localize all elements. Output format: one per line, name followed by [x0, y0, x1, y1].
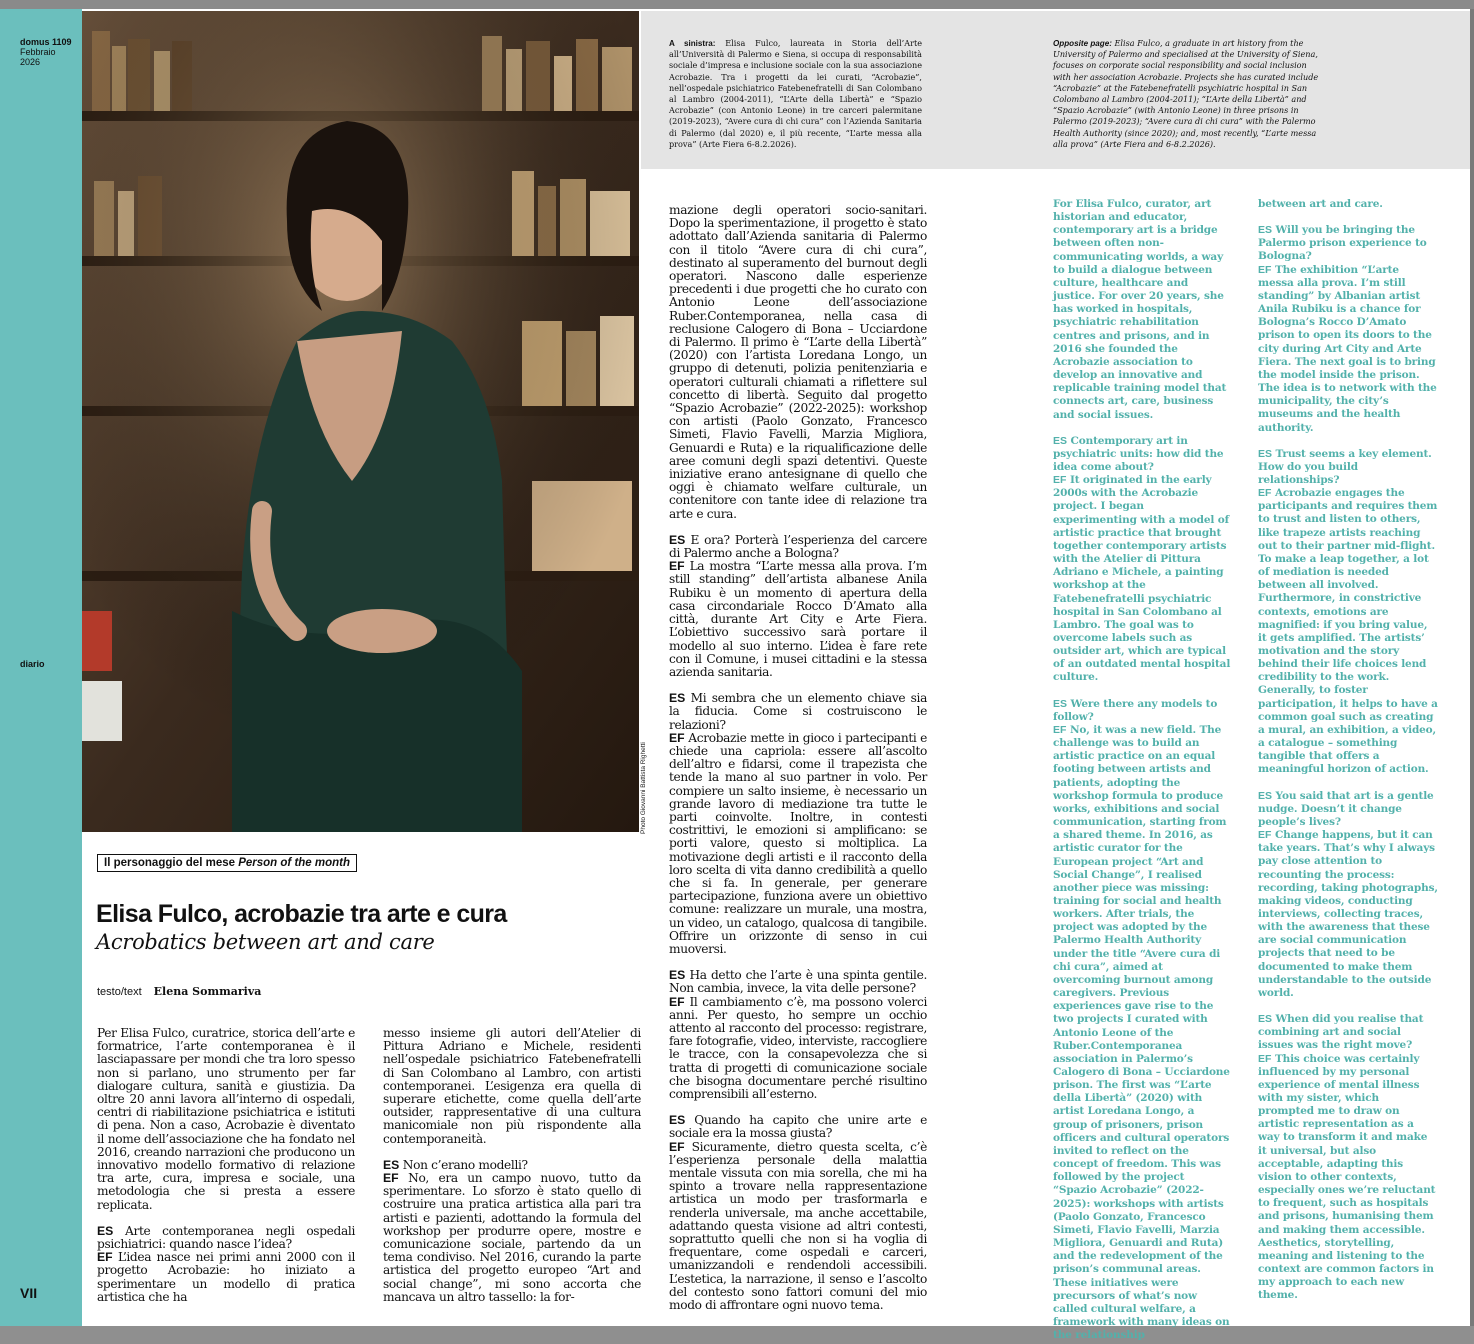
- issue-info: [20, 37, 72, 67]
- caption-english-label: Opposite page:: [1053, 39, 1112, 48]
- top-edge: [0, 0, 1474, 9]
- english-q4: ES Trust seems a key element. How do you build relationships?: [1258, 447, 1432, 486]
- english-q2: ES Were there any models to follow?: [1053, 697, 1218, 723]
- caption-italian-text: Elisa Fulco, laureata in Storia dell’Arte all’Università di Palermo e Siena, si occupa di responsabilità sociale d’impresa e inclusione sociale con la sua associazione Acrobazie. Tra i progetti da lei curati, “Acrobazie”, nell’ospedale psichiatrico Fatebenefratelli di San Colombano al Lambro (2004-2011), “L’Arte della Libertà” e “Spazio Acrobazie” (con Antonio Leone) in tre carceri palermitane (2019-2023), “Avere cura di chi cura” con l’Azienda Sanitaria di Palermo (dal 2020) e, il più recente, “L’arte messa alla prova” (Arte Fiera 6-8.2.2026).: [669, 38, 923, 149]
- italian-q5: ES Ha detto che l’arte è una spinta gentile. Non cambia, invece, la vita delle persone?: [669, 968, 927, 996]
- italian-column-1: [97, 1027, 355, 1304]
- label-italian: Il personaggio del mese: [104, 857, 236, 869]
- photo-credit: Photo Giovanni Battista Righetti: [640, 742, 647, 834]
- issue-month: Febbraio: [20, 47, 56, 57]
- italian-q2: ES Non c’erano modelli?: [383, 1157, 528, 1172]
- italian-a5: EF Il cambiamento c’è, ma possono volerci anni. Per questo, ho sempre un occhio attento al racconto del processo: registrare, fare fotografie, video, interviste, raccogliere le tracce, con la consapevolezza che si tratta di progetti di comunicazione sociale che bisogna documentare perché risultino comprensibili all’esterno.: [669, 994, 927, 1101]
- italian-a3: EF La mostra “L’arte messa alla prova. I’m still standing” dell’artista albanese Anila Rubiku è un momento di apertura della casa circondariale Rocco D’Amato alla città, durante Art City e Arte Fiera. L’obiettivo successivo sarà portare il modello al suo interno. L’idea è fare rete con il Comune, i musei cittadini e la stessa azienda sanitaria.: [669, 559, 927, 679]
- caption-english: [1053, 38, 1326, 150]
- caption-english-text: Elisa Fulco, a graduate in art history from the University of Palermo and specialised at the University of Siena, focuses on corporate social responsibility and social inclusion with her association Acrobazie. Projects she has curated include “Acrobazie” at the Fatebenefratelli psychiatric hospital in San Colombano al Lambro (2004-2011); “L’Arte della Libertà” and “Spazio Acrobazie” (with Antonio Leone) in three prisons in Palermo (2019-2023); “Avere cura di chi cura” with the Palermo Health Authority (since 2020); and, most recently, “L’arte messa alla prova” (Arte Fiera and 6-8.2.2026).: [1053, 38, 1319, 149]
- italian-a6: EF Sicuramente, dietro questa scelta, c’è l’esperienza personale della malattia mentale vissuta con mia sorella, che mi ha spinto a trovare nella rappresentazione artistica un modo per trasformarla e renderla universale, ma anche accettabile, adattando questa visione ad altri contesti, soprattutto quelli che non si ha voglia di frequentare, come ospedali e carceri, umanizzandoli e rendendoli accessibili. L’estetica, la narrazione, il senso e l’ascolto del contesto sono fattori comuni del mio modo di affrontare ogni nuovo tema.: [669, 1139, 927, 1313]
- issue-year: 2026: [20, 57, 41, 67]
- issue-number: domus 1109: [20, 37, 72, 47]
- portrait-illustration: [82, 11, 639, 832]
- english-column-1: [1053, 198, 1231, 1342]
- byline: [97, 985, 261, 998]
- portrait-photo: [82, 11, 639, 832]
- caption-italian: [669, 38, 922, 150]
- italian-q4: ES Mi sembra che un elemento chiave sia la fiducia. Come si costruiscono le relazioni?: [669, 691, 927, 732]
- byline-label: testo/text: [97, 986, 142, 998]
- english-a2: EF No, it was a new field. The challenge was to build an artistic practice on an equal footing between artists and patients, adopting the workshop formula to produce works, exhibitions and social communication, starting from a shared theme. In 2016, as artistic curator for the European project “Art and Social Change”, I realised another piece was missing: training for social and health workers. After trials, the project was adopted by the Palermo Health Authority under the title “Avere cura di chi cura”, aimed at overcoming burnout among caregivers. Previous experiences gave rise to the two projects I curated with Antonio Leone of the Ruber.Contemporanea association in Palermo’s Calogero di Bona – Ucciardone prison. The first was “L’arte della Libertà” (2020) with artist Loredana Longo, a group of prisoners, prison officers and cultural operators invited to reflect on the concept of freedom. This was followed by the project “Spazio Acrobazie” (2022-2025): workshops with artists (Paolo Gonzato, Francesco Simeti, Flavio Favelli, Marzia Migliora, Genuardi and Ruta) and the redevelopment of the prison’s communal areas. These initiatives were precursors of what’s now called cultural welfare, a framework with many ideas on the relationship: [1053, 723, 1230, 1342]
- article-subtitle: Acrobatics between art and care: [96, 930, 435, 954]
- english-a3: EF The exhibition “L’arte messa alla prova. I’m still standing” by Albanian artist Anila Rubiku is a chance for Bologna’s Rocco D’Amato prison to open its doors to the city during Art City and Arte Fiera. The next goal is to bring the model inside the prison. The idea is to network with the municipality, the city’s museums and the health authority.: [1258, 263, 1437, 434]
- caption-italian-label: A sinistra:: [669, 39, 716, 48]
- english-intro: For Elisa Fulco, curator, art historian and educator, contemporary art is a bridge between often non-communicating worlds, a way to build a dialogue between culture, healthcare and justice. For over 20 years, she has worked in hospitals, psychiatric rehabilitation centres and prisons, and in 2016 she founded the Acrobazie association to develop an innovative and replicable training model that connects art, care, business and social issues.: [1053, 198, 1227, 421]
- italian-intro: Per Elisa Fulco, curatrice, storica dell’arte e formatrice, l’arte contemporanea è il lasciapassare per mondi che tra loro spesso non si parlano, uno strumento per far dialogare cultura, sanità e giustizia. Da oltre 20 anni lavora all’interno di ospedali, centri di riabilitazione psichiatrica e istituti di pena. Non a caso, Acrobazie è diventato il nome dell’associazione che ha fondato nel 2016, creando narrazioni che producono un innovativo modello formativo di relazione tra arte, cura, impresa e sociale, una metodologia che si presta a essere replicata.: [97, 1026, 355, 1212]
- english-a4: EF Acrobazie engages the participants and requires them to trust and listen to others, like trapeze artists reaching out to their partner mid-flight. To make a leap together, a lot of mediation is needed between all involved. Furthermore, in constrictive contexts, emotions are magnified: if you bring value, it gets amplified. The artists’ motivation and the story behind their life choices lend credibility to the work. Generally, to foster participation, it helps to have a common goal such as creating a mural, an exhibition, a video, a catalogue – something tangible that offers a meaningful horizon of action.: [1258, 487, 1438, 776]
- english-a1: EF It originated in the early 2000s with the Acrobazie project. I began experimenting with a model of artistic practice that brought together contemporary artists with the Atelier di Pittura Adriano e Michele, a painting workshop at the Fatebenefratelli psychiatric hospital in San Colombano al Lambro. The goal was to overcome labels such as outsider art, which are typical of an outdated mental hospital culture.: [1053, 474, 1231, 684]
- english-q3: ES Will you be bringing the Palermo prison experience to Bologna?: [1258, 224, 1427, 263]
- italian-a2-cont: mazione degli operatori socio-sanitari. Dopo la sperimentazione, il progetto è stato adottato dall’Azienda sanitaria di Palermo con il titolo “Avere cura di chi cura”, destinato al superamento del burnout degli operatori. Nascono dalle esperienze precedenti i due progetti che ho curato con Antonio Leone dell’associazione Ruber.Contemporanea, nella casa di reclusione Calogero di Bona – Ucciardone di Palermo. Il primo è “L’arte della Libertà” (2020) con l’artista Loredana Longo, un gruppo di detenuti, polizia penitenziaria e operatori culturali chiamati a riflettere sul concetto di libertà. Seguito dal progetto “Spazio Acrobazie” (2022-2025): workshop con artisti (Paolo Gonzato, Francesco Simeti, Flavio Favelli, Marzia Migliora, Genuardi e Ruta) e la riqualificazione delle aree comuni degli spazi detentivi. Queste iniziative erano antesignane di quello che oggi è chiamato welfare culturale, un contenitore con tante idee di relazione tra arte e cura.: [669, 203, 927, 521]
- english-column-2: [1258, 198, 1438, 1303]
- bottom-edge: [0, 1326, 1474, 1344]
- english-q1: ES Contemporary art in psychiatric units: how did the idea come about?: [1053, 434, 1224, 473]
- italian-column-2: [383, 1027, 641, 1304]
- english-q6: ES When did you realise that combining art and social issues was the right move?: [1258, 1013, 1424, 1052]
- english-a2-cont: between art and care.: [1258, 198, 1383, 210]
- italian-q3: ES E ora? Porterà l’esperienza del carcere di Palermo anche a Bologna?: [669, 532, 927, 561]
- italian-q1: ES Arte contemporanea negli ospedali psichiatrici: quando nasce l’idea?: [97, 1223, 355, 1252]
- italian-a1: EF L’idea nasce nei primi anni 2000 con il progetto Acrobazie: ho iniziato a sperimentare un modello di pratica artistica che ha: [97, 1250, 355, 1304]
- page-edge: [1470, 9, 1474, 1326]
- italian-column-3: [669, 204, 927, 1312]
- article-title: Elisa Fulco, acrobazie tra arte e cura: [96, 900, 507, 928]
- english-q5: ES You said that art is a gentle nudge. Doesn’t it change people’s lives?: [1258, 789, 1434, 828]
- label-english: Person of the month: [238, 857, 351, 869]
- english-a6: EF This choice was certainly influenced by my personal experience of mental illness with my sister, which prompted me to draw on artistic representation as a way to transform it and make it universal, but also acceptable, adapting this vision to other contexts, especially ones we’re reluctant to frequent, such as hospitals and prisons, humanising them and making them accessible. Aesthetics, storytelling, meaning and listening to the context are common factors in my approach to each new theme.: [1258, 1052, 1436, 1302]
- italian-a4: EF Acrobazie mette in gioco i partecipanti e chiede una capriola: essere all’ascolto dell’altro e fidarsi, come il trapezista che tende la mano al suo partner in volo. Per compiere un salto insieme, è necessario un grande lavoro di mediazione tra tutte le parti coinvolte. Inoltre, in contesti costrittivi, le emozioni si amplificano: se porti valore, questo si moltiplica. La motivazione degli artisti e il racconto della loro scelta di vita danno credibilità a quello che si fa. In generale, per generare partecipazione, funziona avere un obiettivo comune: realizzare un murale, una mostra, un video, un catalogo, qualcosa di tangibile. Offrire un orizzonte di senso in cui muoversi.: [669, 730, 927, 956]
- italian-q6: ES Quando ha capito che unire arte e sociale era la mossa giusta?: [669, 1113, 927, 1141]
- section-label: diario: [20, 659, 45, 669]
- section-label-box: [97, 854, 357, 872]
- author-name: Elena Sommariva: [153, 985, 262, 998]
- english-a5: EF Change happens, but it can take years. That’s why I always pay close attention to recounting the process: recording, taking photographs, making videos, conducting interviews, collecting traces, with the awareness that these are social communication projects that need to be documented to make them understandable to the outside world.: [1258, 829, 1438, 999]
- page-number: VII: [20, 1285, 38, 1301]
- italian-a2: EF No, era un campo nuovo, tutto da sperimentare. Lo sforzo è stato quello di costruire una pratica artistica alla pari tra artisti e pazienti, adottando la formula del workshop per produrre opere, mostre e comunicazione sociale, partendo da un tema condiviso. Nel 2016, curando la parte artistica del progetto europeo “Art and social change”, mi sono accorta che mancava un altro tassello: la for-: [383, 1171, 641, 1304]
- italian-a1-cont: messo insieme gli autori dell’Atelier di Pittura Adriano e Michele, residenti nell’ospedale psichiatrico Fatebenefratelli di San Colombano al Lambro, con artisti contemporanei. L’esigenza era quella di superare etichette, come quella dell’arte outsider, rappresentative di una cultura manicomiale non più rispondente alla contemporaneità.: [383, 1026, 641, 1146]
